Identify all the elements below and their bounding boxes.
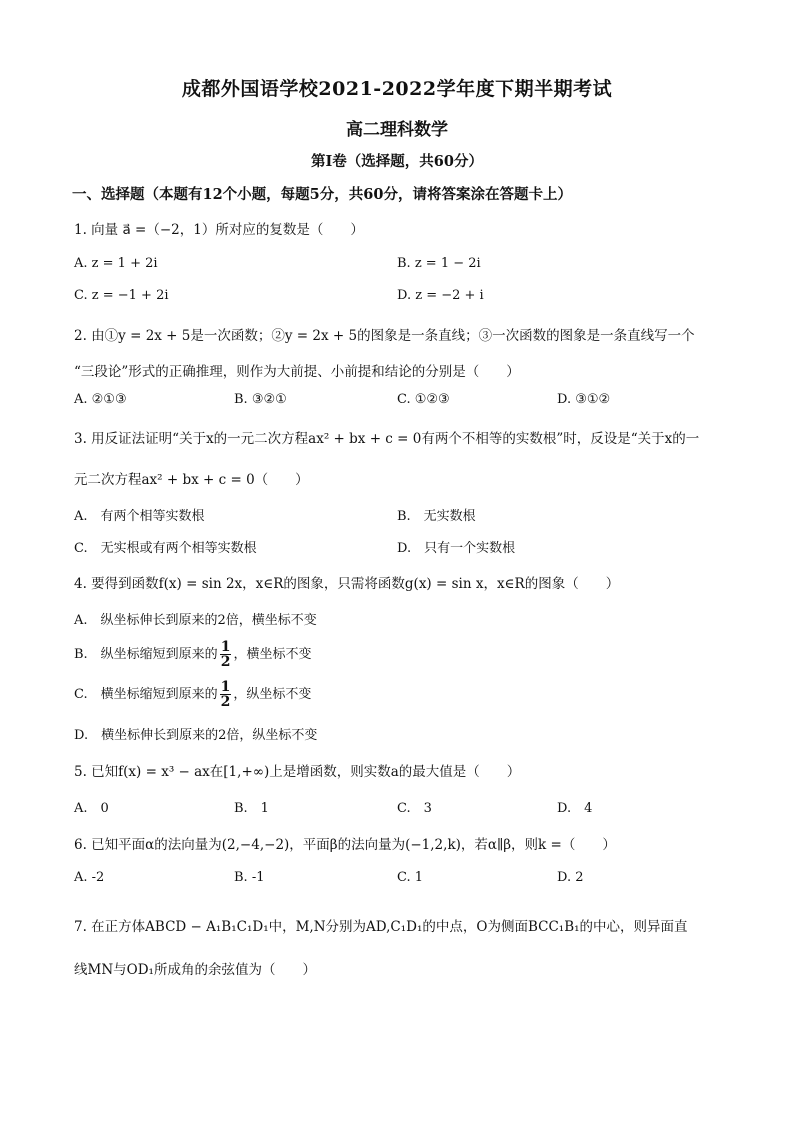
exam-title: 成都外国语学校2021-2022学年度下期半期考试 xyxy=(181,78,613,100)
question-2-option-d[interactable]: D. ③①② xyxy=(557,392,611,407)
question-2-stem-line-1: 2. 由①y = 2x + 5是一次函数；②y = 2x + 5的图象是一条直线；③一次函数的图象是一条直线写一个 xyxy=(74,328,695,344)
question-7-stem-line-2: 线MN与OD₁所成角的余弦值为（ ） xyxy=(74,962,316,978)
question-4-option-d[interactable]: D. 横坐标伸长到原来的2倍，纵坐标不变 xyxy=(74,728,318,743)
question-1-option-d[interactable]: D. z = −2 + i xyxy=(397,288,484,303)
question-7-stem-line-1: 7. 在正方体ABCD − A₁B₁C₁D₁中，M,N分别为AD,C₁D₁的中点，O为侧面BCC₁B₁的中心，则异面直 xyxy=(74,919,688,935)
question-1-stem: 1. 向量 a⃗ =（−2，1）所对应的复数是（ ） xyxy=(74,222,364,238)
question-2-option-c[interactable]: C. ①②③ xyxy=(397,392,450,407)
fraction-one-half: $\frac{1}{2}$ xyxy=(220,639,231,670)
question-4-stem: 4. 要得到函数f(x) = sin 2x，x∈R的图象，只需将函数g(x) = sin x，x∈R的图象（ ） xyxy=(74,576,620,592)
question-1-option-c[interactable]: C. z = −1 + 2i xyxy=(74,288,169,303)
question-6-option-c[interactable]: C. 1 xyxy=(397,870,424,885)
question-4-option-c-text: C. 横坐标缩短到原来的 xyxy=(74,687,218,702)
question-6-option-b[interactable]: B. -1 xyxy=(234,870,265,885)
question-5-stem: 5. 已知f(x) = x³ − ax在[1,+∞)上是增函数，则实数a的最大值是（ ） xyxy=(74,764,521,780)
question-3-option-b[interactable]: B. 无实数根 xyxy=(397,509,476,524)
question-3-stem-line-1: 3. 用反证法证明“关于x的一元二次方程ax² + bx + c = 0有两个不相等的实数根”时，反设是“关于x的一 xyxy=(74,431,700,447)
question-3-stem-line-2: 元二次方程ax² + bx + c = 0（ ） xyxy=(74,472,309,488)
question-6-option-d[interactable]: D. 2 xyxy=(557,870,584,885)
question-5-option-d[interactable]: D. 4 xyxy=(557,801,593,816)
section-heading: 一、选择题（本题有12个小题，每题5分，共60分，请将答案涂在答题卡上） xyxy=(72,186,572,203)
question-6-option-a[interactable]: A. -2 xyxy=(74,870,105,885)
question-2-stem-line-2: “三段论”形式的正确推理，则作为大前提、小前提和结论的分别是（ ） xyxy=(74,364,520,380)
fraction-one-half: $\frac{1}{2}$ xyxy=(220,679,231,710)
question-5-option-c[interactable]: C. 3 xyxy=(397,801,432,816)
question-4-option-b-tail: ，横坐标不变 xyxy=(233,647,312,662)
question-3-option-d[interactable]: D. 只有一个实数根 xyxy=(397,541,516,556)
question-4-option-c[interactable] xyxy=(74,680,311,709)
question-4-option-a[interactable]: A. 纵坐标伸长到原来的2倍，横坐标不变 xyxy=(74,613,317,628)
question-1-option-a[interactable]: A. z = 1 + 2i xyxy=(74,256,158,271)
question-4-option-b[interactable] xyxy=(74,640,311,669)
question-5-option-a[interactable]: A. 0 xyxy=(74,801,109,816)
question-6-stem: 6. 已知平面α的法向量为(2,−4,−2)，平面β的法向量为(−1,2,k)，若α∥β，则k =（ ） xyxy=(74,837,616,853)
exam-subtitle: 高二理科数学 xyxy=(346,120,448,140)
question-4-option-b-text: B. 纵坐标缩短到原来的 xyxy=(74,647,218,662)
question-5-option-b[interactable]: B. 1 xyxy=(234,801,269,816)
question-3-option-a[interactable]: A. 有两个相等实数根 xyxy=(74,509,205,524)
question-4-option-c-tail: ，纵坐标不变 xyxy=(233,687,312,702)
question-2-option-b[interactable]: B. ③②① xyxy=(234,392,287,407)
volume-heading: 第Ⅰ卷（选择题，共60分） xyxy=(311,153,483,170)
question-2-option-a[interactable]: A. ②①③ xyxy=(74,392,127,407)
question-1-option-b[interactable]: B. z = 1 − 2i xyxy=(397,256,481,271)
question-3-option-c[interactable]: C. 无实根或有两个相等实数根 xyxy=(74,541,257,556)
